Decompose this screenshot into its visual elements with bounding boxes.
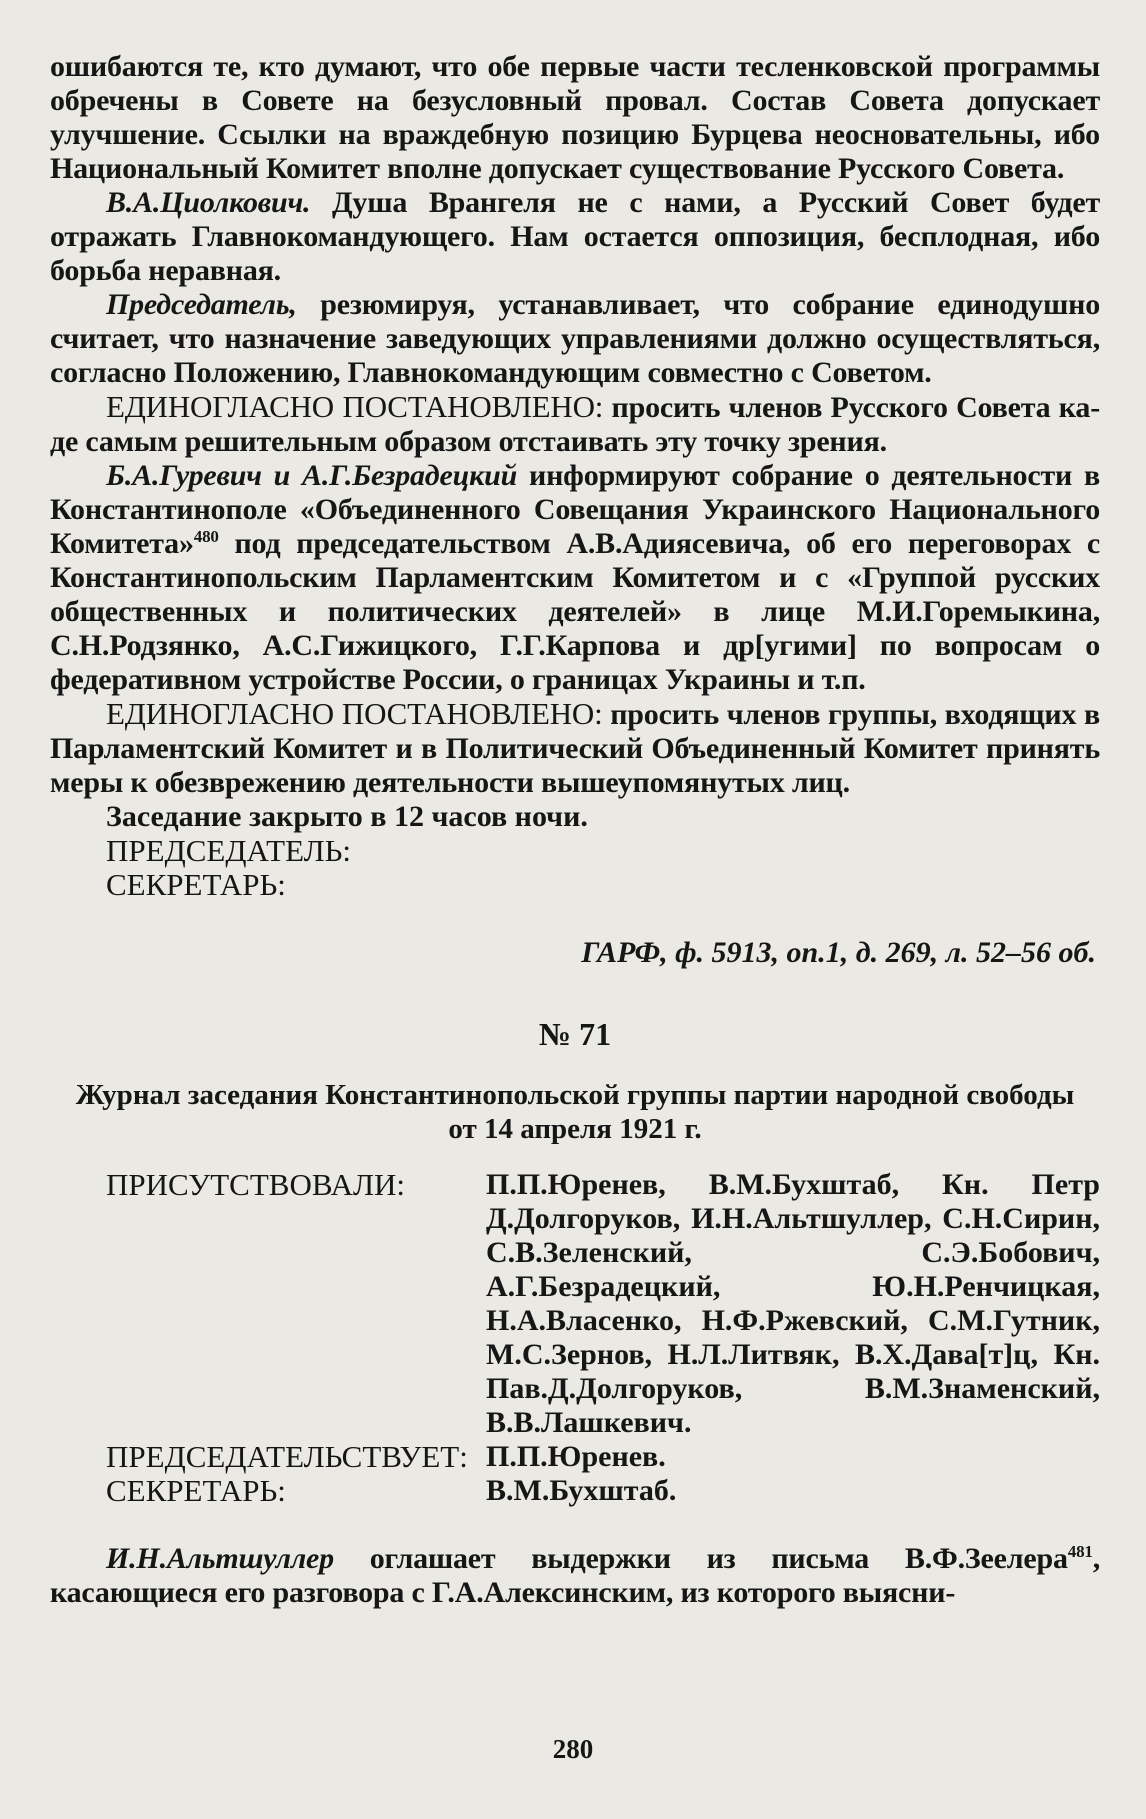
attendees-list: П.П.Юренев, В.М.Бухштаб, Кн. Петр Д.Долгоруков, И.Н.Альтшуллер, С.Н.Сирин, С.В.Зеленский, С.Э.Бобович, А.Г.Безрадецкий, Ю.Н.Ренчицкая, Н.А.Власенко, Н.Ф.Ржевский, С.М.Гутник, М.С.Зернов, Н.Л.Литвяк, В.Х.Дава[т]ц, Кн. Пав.Д.Долгоруков, В.М.Знаменский, В.В.Лашкевич. [486, 1168, 1100, 1439]
paragraph-text: Душа Врангеля не с нами, а Русский Совет будет отражать Главнокомандующего. Нам остается оппозиция, бесплодная, ибо борьба неравная. [50, 186, 1100, 287]
secretary-value: В.М.Бухштаб. [486, 1474, 677, 1507]
resolution-1 [50, 390, 1100, 459]
page-number: 280 [552, 1734, 594, 1764]
chairman-signature: ПРЕДСЕДАТЕЛЬ: [106, 833, 352, 868]
paragraph-7 [50, 1542, 1100, 1610]
chairs-row [50, 1440, 1100, 1474]
secretary-signature: СЕКРЕТАРЬ: [106, 867, 286, 902]
archive-reference: ГАРФ, ф. 5913, оп.1, д. 269, л. 52–56 об. [581, 936, 1096, 969]
paragraph-3 [50, 288, 1100, 390]
chairs-value: П.П.Юренев. [486, 1440, 666, 1473]
paragraph-text: просить членов группы, входящих в Парламентский Комитет и в Политический Объединенный Комитет принять меры к обезврежению деятельности вышеупомянутых лиц. [50, 698, 1100, 799]
secretary-label: СЕКРЕТАРЬ: [106, 1473, 286, 1508]
paragraph-text: под председательством А.В.Адиясевича, об его переговорах с Константинопольским Парламентским Комитетом и с «Группой русских общественных и политических деятелей» в лице М.И.Горемыкина, С.Н.Родзянко, А.С.Гижицкого, Г.Г.Карпова и др[угими] по вопросам о федеративном устройстве России, о границах Украины и т.п. [50, 527, 1100, 696]
resolution-caps: ЕДИНОГЛАСНО ПОСТАНОВЛЕНО: [106, 389, 604, 424]
speaker-name: Председатель, [106, 288, 297, 321]
paragraph-1: ошибаются те, кто думают, что обе первые части тесленковской программы обречены в Совете на безусловный провал. Состав Совета допускает улучшение. Ссылки на враждебную позицию Бурцева неосновательны, ибо Национальный Комитет вполне допускает существование Русского Совета. [50, 50, 1100, 185]
speaker-name: В.А.Циолкович. [106, 186, 311, 219]
paragraph-text: оглашает выдержки из письма В.Ф.Зеелера [333, 1542, 1068, 1575]
attendees-label: ПРИСУТСТВОВАЛИ: [106, 1167, 405, 1202]
resolution-2 [50, 697, 1100, 800]
paragraph-text: резюмируя, устанавливает, что собрание единодушно считает, что назначение заведующих управлениями должно осуществляться, согласно Положению, Главнокомандующим совместно с Советом. [50, 288, 1100, 389]
speaker-name: Б.А.Гуревич и А.Г.Безрадецкий [106, 459, 518, 492]
paragraph-2 [50, 186, 1100, 288]
chairs-label: ПРЕДСЕДАТЕЛЬСТВУЕТ: [106, 1439, 468, 1474]
paragraph-text: , касающиеся его разговора с Г.А.Алексинским, из которого выясни- [50, 1542, 1100, 1609]
document-title: Журнал заседания Константинопольской группы партии народной свободы от 14 апреля 1921 г. [75, 1079, 1075, 1145]
attendees-block [50, 1168, 1100, 1440]
footnote-mark: 481 [1067, 1542, 1093, 1561]
resolution-caps: ЕДИНОГЛАСНО ПОСТАНОВЛЕНО: [106, 696, 603, 731]
footnote-mark: 480 [193, 527, 219, 546]
paragraph-5 [50, 459, 1100, 697]
speaker-name: И.Н.Альтшуллер [106, 1542, 334, 1575]
paragraph-text: просить членов Русского Совета ка-де самым решительным образом отстаивать эту точку зрения. [50, 391, 1100, 458]
closing-line: Заседание закрыто в 12 часов ночи. [106, 800, 588, 833]
paragraph-text: информируют собрание о деятельности в Константинополе «Объединенного Совещания Украинского Национального Комитета» [50, 459, 1100, 560]
document-number: № 71 [538, 1016, 612, 1052]
secretary-row [50, 1474, 1100, 1508]
